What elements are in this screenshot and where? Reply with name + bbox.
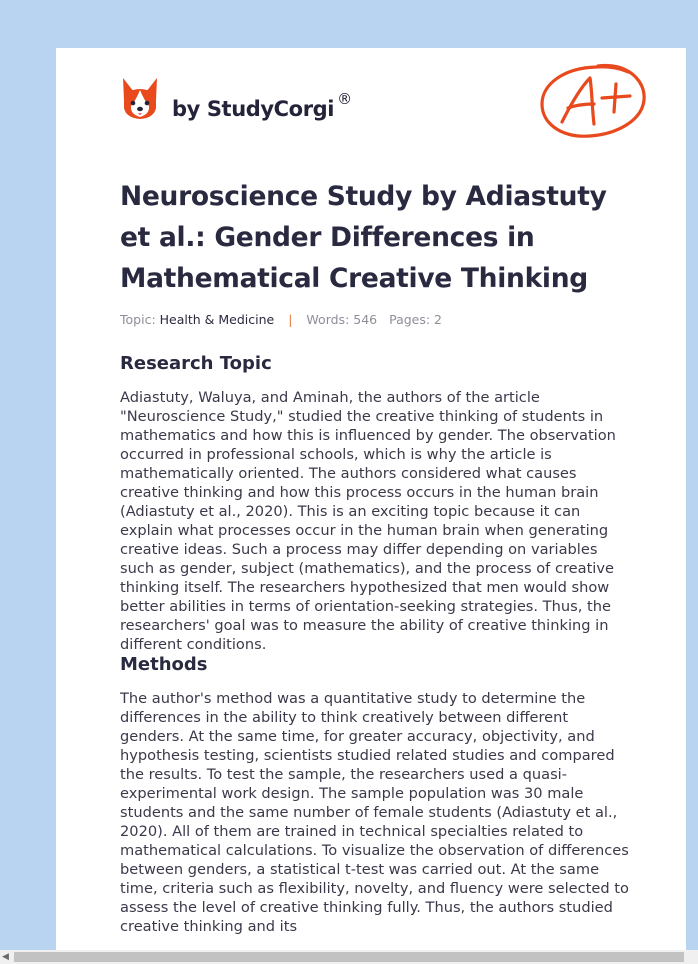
a-plus-icon <box>538 58 648 140</box>
article-title: Neuroscience Study by Adiastuty et al.: Gender Differences in Mathematical Creative Thinking <box>120 181 607 294</box>
section-paragraph-methods: The author's method was a quantitative study to determine the differences in the ability to think creatively between different genders. At the same time, for greater accuracy, objectivity, and hypothesis testing, scientists studied related studies and compared the results. To test the sample, the researchers used a quasi-experimental work design. The sample population was 30 male students and the same number of female students (Adiastuty et al., 2020). All of them are trained in technical specialties related to mathematical calculations. To visualize the observation of differences between genders, a statistical t-test was carried out. At the same time, criteria such as flexibility, novelty, and fluency were selected to assess the level of creative thinking fully. Thus, the authors studied creative thinking and its <box>120 690 629 935</box>
scrollbar-thumb[interactable] <box>14 952 684 962</box>
section-paragraph-research-topic: Adiastuty, Waluya, and Aminah, the authors of the article "Neuroscience Study," studied the creative thinking of students in mathematics and how this is influenced by gender. The observation occurred in professional schools, which is why the article is mathematically oriented. The authors considered what causes creative thinking and how this process occurs in the human brain (Adiastuty et al., 2020). This is an exciting topic because it can explain what processes occur in the human brain when generating creative ideas. Such a process may differ depending on variables such as gender, subject (mathematics), and the process of creative thinking itself. The researchers hypothesized that men would show better abilities in terms of orientation-seeking strategies. Thus, the researchers' goal was to measure the ability of creative thinking in different conditions. <box>120 389 616 653</box>
section-heading-research-topic: Research Topic <box>120 353 272 374</box>
document-page <box>56 48 686 951</box>
studycorgi-logo[interactable] <box>120 74 352 122</box>
brand-name: by StudyCorgi ® <box>172 89 352 121</box>
registered-mark: ® <box>337 89 352 108</box>
topic-label: Topic: <box>120 312 156 327</box>
word-count: Words: 546 <box>306 312 378 327</box>
page-count: Pages: 2 <box>389 312 443 327</box>
corgi-icon <box>120 76 160 120</box>
article-meta <box>120 312 442 327</box>
meta-separator: | <box>288 312 293 327</box>
grade-badge <box>538 58 648 144</box>
section-heading-methods: Methods <box>120 654 208 675</box>
topic-link[interactable]: Health & Medicine <box>159 312 275 327</box>
article-body <box>120 353 630 936</box>
horizontal-scrollbar[interactable] <box>0 950 698 964</box>
scroll-left-arrow-icon[interactable]: ◀ <box>2 952 9 962</box>
